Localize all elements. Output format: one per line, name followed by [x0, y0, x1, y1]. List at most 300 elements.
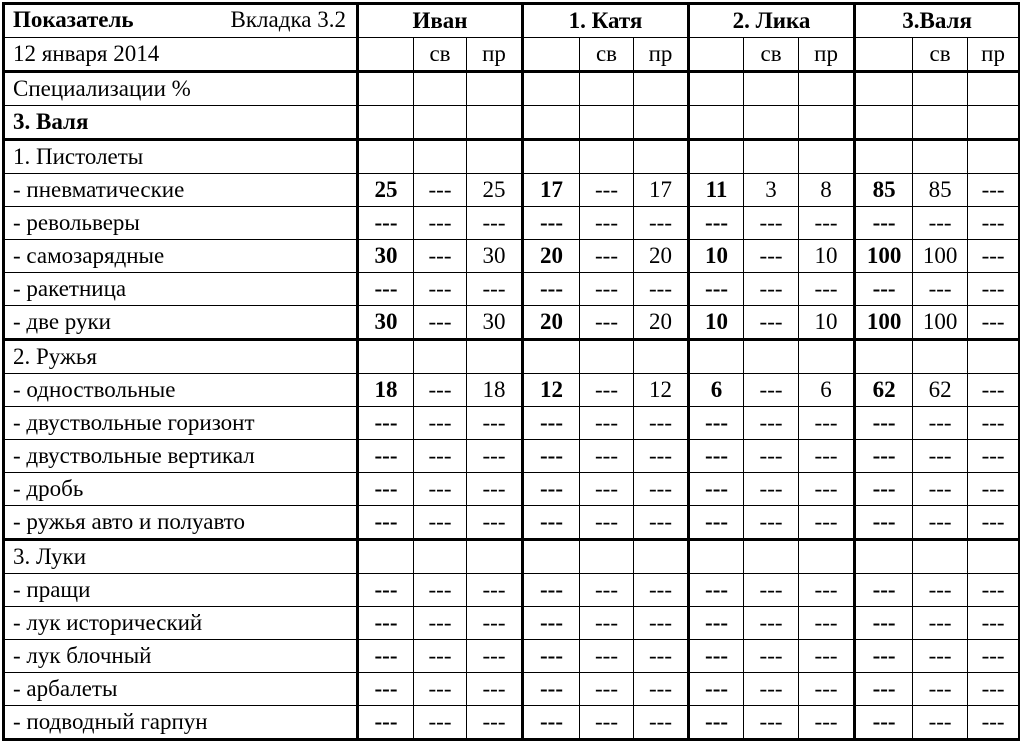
- sub-header: св: [913, 38, 968, 72]
- table-cell: 17: [523, 174, 580, 207]
- table-row: [4, 506, 1020, 540]
- table-cell: ---: [913, 440, 968, 473]
- sub-header: [689, 38, 744, 72]
- table-cell: ---: [414, 574, 467, 607]
- table-cell: ---: [913, 473, 968, 506]
- row-label: 1. Пистолеты: [4, 140, 358, 174]
- sub-header: пр: [634, 38, 689, 72]
- table-cell: ---: [358, 473, 414, 506]
- table-cell: ---: [634, 673, 689, 706]
- table-row: [4, 106, 1020, 140]
- table-cell: [799, 72, 855, 106]
- table-cell: ---: [913, 640, 968, 673]
- header-row-sub: [4, 38, 1020, 72]
- table-cell: ---: [634, 607, 689, 640]
- table-cell: 30: [358, 306, 414, 340]
- table-cell: [913, 340, 968, 374]
- table-cell: [968, 140, 1020, 174]
- table-cell: ---: [689, 607, 744, 640]
- table-cell: ---: [634, 574, 689, 607]
- table-cell: ---: [799, 574, 855, 607]
- table-cell: ---: [634, 440, 689, 473]
- table-cell: [744, 72, 799, 106]
- sub-header: св: [414, 38, 467, 72]
- table-cell: ---: [689, 640, 744, 673]
- table-cell: [467, 540, 523, 574]
- table-cell: ---: [634, 407, 689, 440]
- table-cell: [744, 140, 799, 174]
- table-cell: ---: [968, 574, 1020, 607]
- table-cell: 3: [744, 174, 799, 207]
- table-cell: [855, 540, 913, 574]
- table-cell: [580, 72, 634, 106]
- table-row: [4, 340, 1020, 374]
- row-label: - ружья авто и полуавто: [4, 506, 358, 540]
- table-cell: ---: [467, 440, 523, 473]
- table-cell: 12: [523, 374, 580, 407]
- group-header: 3.Валя: [855, 4, 1020, 38]
- table-cell: ---: [523, 473, 580, 506]
- table-cell: ---: [799, 473, 855, 506]
- row-label: - одноствольные: [4, 374, 358, 407]
- table-cell: ---: [744, 374, 799, 407]
- table-cell: [523, 340, 580, 374]
- table-row: [4, 540, 1020, 574]
- table-cell: ---: [634, 706, 689, 740]
- table-cell: ---: [689, 207, 744, 240]
- table-cell: [634, 72, 689, 106]
- sub-header: [358, 38, 414, 72]
- table-cell: [467, 340, 523, 374]
- table-cell: [634, 106, 689, 140]
- table-cell: [414, 72, 467, 106]
- table-cell: ---: [580, 374, 634, 407]
- table-cell: ---: [968, 473, 1020, 506]
- table-cell: [523, 72, 580, 106]
- table-cell: ---: [523, 506, 580, 540]
- table-row: [4, 607, 1020, 640]
- table-cell: 85: [855, 174, 913, 207]
- row-label: - арбалеты: [4, 673, 358, 706]
- table-cell: [744, 540, 799, 574]
- table-cell: [634, 340, 689, 374]
- table-cell: ---: [467, 407, 523, 440]
- table-cell: ---: [799, 440, 855, 473]
- table-cell: ---: [358, 706, 414, 740]
- header-title-cell: [4, 4, 358, 38]
- table-cell: 17: [634, 174, 689, 207]
- table-cell: ---: [913, 706, 968, 740]
- table-cell: 30: [358, 240, 414, 273]
- table-cell: [968, 540, 1020, 574]
- table-cell: ---: [358, 574, 414, 607]
- table-cell: ---: [744, 640, 799, 673]
- table-cell: ---: [414, 673, 467, 706]
- table-row: [4, 273, 1020, 306]
- row-label: Специализации %: [4, 72, 358, 106]
- table-cell: 62: [913, 374, 968, 407]
- table-cell: 18: [358, 374, 414, 407]
- table-cell: ---: [855, 706, 913, 740]
- table-cell: ---: [744, 706, 799, 740]
- table-cell: ---: [968, 207, 1020, 240]
- sub-header: пр: [968, 38, 1020, 72]
- table-cell: [855, 106, 913, 140]
- row-label: - ракетница: [4, 273, 358, 306]
- row-label: 3. Луки: [4, 540, 358, 574]
- table-cell: ---: [968, 506, 1020, 540]
- table-cell: 20: [523, 240, 580, 273]
- table-cell: ---: [968, 240, 1020, 273]
- table-cell: ---: [968, 640, 1020, 673]
- table-cell: ---: [913, 207, 968, 240]
- table-cell: [634, 140, 689, 174]
- table-cell: 12: [634, 374, 689, 407]
- table-cell: ---: [855, 207, 913, 240]
- header-tab: Вкладка 3.2: [230, 7, 346, 32]
- table-cell: ---: [580, 673, 634, 706]
- table-cell: 20: [634, 306, 689, 340]
- table-cell: ---: [580, 174, 634, 207]
- table-cell: ---: [414, 407, 467, 440]
- table-cell: [358, 106, 414, 140]
- table-cell: ---: [968, 374, 1020, 407]
- row-label: - пращи: [4, 574, 358, 607]
- table-cell: ---: [855, 673, 913, 706]
- table-row: [4, 440, 1020, 473]
- table-row: [4, 673, 1020, 706]
- table-cell: ---: [913, 574, 968, 607]
- table-cell: ---: [580, 273, 634, 306]
- table-cell: [580, 140, 634, 174]
- table-cell: [744, 106, 799, 140]
- table-cell: 10: [689, 306, 744, 340]
- table-cell: ---: [799, 207, 855, 240]
- table-cell: ---: [467, 574, 523, 607]
- table-cell: ---: [580, 506, 634, 540]
- table-cell: ---: [358, 407, 414, 440]
- table-cell: ---: [523, 207, 580, 240]
- table-cell: [414, 140, 467, 174]
- table-cell: 30: [467, 240, 523, 273]
- table-cell: ---: [855, 407, 913, 440]
- table-cell: 25: [467, 174, 523, 207]
- table-cell: ---: [799, 506, 855, 540]
- table-cell: [968, 72, 1020, 106]
- table-cell: ---: [580, 207, 634, 240]
- table-row: [4, 240, 1020, 273]
- table-cell: [855, 72, 913, 106]
- table-cell: ---: [580, 607, 634, 640]
- table-cell: [689, 140, 744, 174]
- table-cell: ---: [799, 673, 855, 706]
- table-row: [4, 640, 1020, 673]
- row-label: - пневматические: [4, 174, 358, 207]
- table-cell: ---: [523, 574, 580, 607]
- row-label: - лук исторический: [4, 607, 358, 640]
- data-table: [2, 2, 1020, 741]
- table-cell: [744, 340, 799, 374]
- table-row: [4, 407, 1020, 440]
- table-cell: ---: [968, 306, 1020, 340]
- table-cell: ---: [414, 440, 467, 473]
- table-cell: ---: [358, 506, 414, 540]
- table-cell: ---: [968, 407, 1020, 440]
- table-cell: ---: [467, 273, 523, 306]
- table-cell: ---: [634, 473, 689, 506]
- table-cell: [913, 72, 968, 106]
- table-cell: [414, 540, 467, 574]
- table-cell: [358, 340, 414, 374]
- table-row: [4, 140, 1020, 174]
- table-cell: [689, 106, 744, 140]
- table-cell: ---: [634, 207, 689, 240]
- table-cell: 20: [634, 240, 689, 273]
- table-cell: ---: [523, 407, 580, 440]
- table-cell: ---: [414, 306, 467, 340]
- row-label: - дробь: [4, 473, 358, 506]
- sub-header: [855, 38, 913, 72]
- table-cell: ---: [744, 306, 799, 340]
- table-row: [4, 306, 1020, 340]
- table-cell: ---: [580, 640, 634, 673]
- table-cell: ---: [634, 506, 689, 540]
- table-row: [4, 72, 1020, 106]
- table-cell: ---: [414, 207, 467, 240]
- table-cell: ---: [968, 174, 1020, 207]
- table-row: [4, 207, 1020, 240]
- table-cell: [414, 106, 467, 140]
- table-cell: [358, 72, 414, 106]
- table-cell: ---: [855, 506, 913, 540]
- row-label: 2. Ружья: [4, 340, 358, 374]
- table-cell: 100: [913, 240, 968, 273]
- table-cell: 18: [467, 374, 523, 407]
- table-cell: ---: [689, 706, 744, 740]
- table-cell: ---: [414, 240, 467, 273]
- table-cell: ---: [523, 607, 580, 640]
- row-label: - револьверы: [4, 207, 358, 240]
- table-cell: ---: [913, 607, 968, 640]
- table-cell: [358, 140, 414, 174]
- table-cell: ---: [913, 506, 968, 540]
- table-cell: ---: [689, 273, 744, 306]
- table-row: [4, 174, 1020, 207]
- table-cell: [799, 140, 855, 174]
- table-cell: ---: [580, 473, 634, 506]
- table-cell: [414, 340, 467, 374]
- table-row: [4, 574, 1020, 607]
- sub-header: [523, 38, 580, 72]
- table-cell: [467, 72, 523, 106]
- sub-header: пр: [467, 38, 523, 72]
- table-cell: ---: [467, 506, 523, 540]
- table-row: [4, 473, 1020, 506]
- table-cell: 85: [913, 174, 968, 207]
- table-cell: [523, 540, 580, 574]
- table-cell: ---: [744, 506, 799, 540]
- table-cell: ---: [744, 407, 799, 440]
- table-cell: [855, 340, 913, 374]
- table-cell: ---: [855, 574, 913, 607]
- table-cell: [799, 540, 855, 574]
- table-cell: ---: [744, 574, 799, 607]
- table-cell: [799, 106, 855, 140]
- table-cell: ---: [580, 706, 634, 740]
- table-cell: ---: [358, 673, 414, 706]
- row-label: - лук блочный: [4, 640, 358, 673]
- table-cell: 25: [358, 174, 414, 207]
- table-cell: ---: [799, 706, 855, 740]
- table-cell: [467, 106, 523, 140]
- table-cell: ---: [968, 607, 1020, 640]
- table-cell: ---: [689, 407, 744, 440]
- table-cell: ---: [634, 640, 689, 673]
- table-cell: ---: [414, 607, 467, 640]
- table-cell: ---: [744, 273, 799, 306]
- table-cell: ---: [689, 673, 744, 706]
- table-cell: [580, 106, 634, 140]
- table-cell: ---: [799, 607, 855, 640]
- header-row-groups: [4, 4, 1020, 38]
- table-row: [4, 706, 1020, 740]
- table-row: [4, 374, 1020, 407]
- table-cell: ---: [855, 607, 913, 640]
- table-cell: ---: [467, 207, 523, 240]
- table-cell: ---: [968, 440, 1020, 473]
- table-cell: 11: [689, 174, 744, 207]
- table-cell: ---: [523, 273, 580, 306]
- row-label: - двуствольные вертикал: [4, 440, 358, 473]
- table-cell: ---: [523, 640, 580, 673]
- table-cell: [913, 106, 968, 140]
- table-cell: 100: [855, 240, 913, 273]
- table-cell: ---: [467, 706, 523, 740]
- table-cell: ---: [913, 673, 968, 706]
- row-label: 3. Валя: [4, 106, 358, 140]
- header-date: 12 января 2014: [4, 38, 358, 72]
- table-cell: ---: [689, 506, 744, 540]
- table-cell: ---: [689, 574, 744, 607]
- table-cell: [580, 540, 634, 574]
- table-cell: ---: [467, 640, 523, 673]
- table-cell: ---: [799, 273, 855, 306]
- table-cell: ---: [358, 607, 414, 640]
- table-cell: ---: [414, 374, 467, 407]
- table-cell: [467, 140, 523, 174]
- sub-header: пр: [799, 38, 855, 72]
- table-cell: 8: [799, 174, 855, 207]
- table-cell: ---: [799, 640, 855, 673]
- table-cell: ---: [414, 473, 467, 506]
- table-cell: [634, 540, 689, 574]
- table-cell: ---: [968, 706, 1020, 740]
- table-cell: 10: [799, 306, 855, 340]
- table-cell: ---: [414, 273, 467, 306]
- table-cell: ---: [358, 640, 414, 673]
- table-cell: ---: [634, 273, 689, 306]
- table-cell: [968, 340, 1020, 374]
- table-cell: ---: [855, 273, 913, 306]
- table-cell: 100: [855, 306, 913, 340]
- group-header: Иван: [358, 4, 523, 38]
- row-label: - подводный гарпун: [4, 706, 358, 740]
- table-cell: ---: [744, 207, 799, 240]
- table-cell: 100: [913, 306, 968, 340]
- table-cell: ---: [580, 440, 634, 473]
- table-cell: ---: [523, 673, 580, 706]
- row-label: - две руки: [4, 306, 358, 340]
- table-cell: [523, 106, 580, 140]
- table-cell: ---: [799, 407, 855, 440]
- table-cell: ---: [855, 440, 913, 473]
- table-cell: ---: [414, 506, 467, 540]
- group-header: 2. Лика: [689, 4, 855, 38]
- table-cell: ---: [414, 640, 467, 673]
- table-cell: ---: [744, 473, 799, 506]
- sub-header: св: [744, 38, 799, 72]
- table-cell: [968, 106, 1020, 140]
- table-cell: ---: [414, 706, 467, 740]
- table-cell: ---: [358, 273, 414, 306]
- table-cell: [523, 140, 580, 174]
- table-cell: ---: [467, 473, 523, 506]
- table-cell: ---: [467, 607, 523, 640]
- table-cell: 10: [799, 240, 855, 273]
- table-cell: ---: [913, 407, 968, 440]
- group-header: 1. Катя: [523, 4, 689, 38]
- table-cell: ---: [523, 706, 580, 740]
- row-label: - самозарядные: [4, 240, 358, 273]
- table-cell: ---: [467, 673, 523, 706]
- table-cell: ---: [689, 440, 744, 473]
- table-cell: [689, 540, 744, 574]
- table-cell: [689, 72, 744, 106]
- table-cell: 6: [799, 374, 855, 407]
- table-cell: ---: [744, 673, 799, 706]
- table-cell: [689, 340, 744, 374]
- table-cell: 6: [689, 374, 744, 407]
- table-cell: ---: [968, 273, 1020, 306]
- row-label: - двуствольные горизонт: [4, 407, 358, 440]
- table-cell: ---: [414, 174, 467, 207]
- table-cell: [913, 540, 968, 574]
- table-cell: ---: [744, 240, 799, 273]
- table-cell: ---: [580, 306, 634, 340]
- table-cell: ---: [523, 440, 580, 473]
- table-cell: [799, 340, 855, 374]
- table-cell: [855, 140, 913, 174]
- table-cell: [913, 140, 968, 174]
- table-cell: ---: [855, 473, 913, 506]
- table-cell: 10: [689, 240, 744, 273]
- table-cell: [580, 340, 634, 374]
- table-cell: ---: [580, 574, 634, 607]
- table-cell: ---: [744, 607, 799, 640]
- table-cell: 62: [855, 374, 913, 407]
- header-title: Показатель: [13, 7, 134, 32]
- table-cell: ---: [689, 473, 744, 506]
- table-cell: 30: [467, 306, 523, 340]
- table-cell: ---: [968, 673, 1020, 706]
- table-cell: ---: [580, 407, 634, 440]
- table-cell: ---: [744, 440, 799, 473]
- table-cell: [358, 540, 414, 574]
- table-cell: ---: [855, 640, 913, 673]
- table-cell: 20: [523, 306, 580, 340]
- table-cell: ---: [358, 207, 414, 240]
- table-cell: ---: [358, 440, 414, 473]
